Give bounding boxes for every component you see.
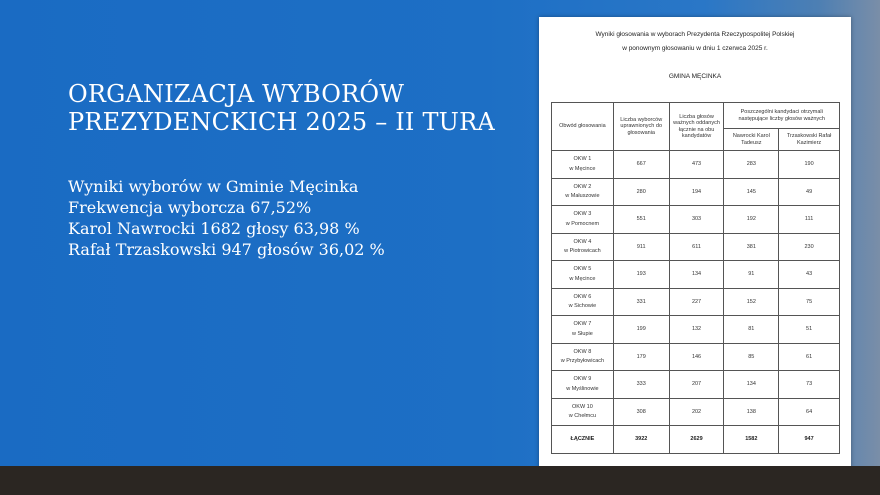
table-row: [552, 316, 840, 344]
row-nawrocki: 145: [724, 178, 779, 206]
results-table: [551, 102, 840, 454]
row-valid: 132: [669, 316, 724, 344]
summary-line-nawrocki: Karol Nawrocki 1682 głosy 63,98 %: [68, 219, 360, 238]
table-row: [552, 178, 840, 206]
results-summary: [68, 176, 488, 260]
bottom-bar: [0, 466, 880, 495]
row-trzaskowski: 51: [779, 316, 840, 344]
row-district: [552, 261, 614, 289]
total-label: ŁĄCZNIE: [552, 426, 614, 454]
header-valid-votes: Liczba głosów ważnych oddanych łącznie na obu kandydatów: [669, 103, 724, 151]
row-district: [552, 151, 614, 179]
row-valid: 473: [669, 151, 724, 179]
table-total-row: [552, 426, 840, 454]
row-eligible: 179: [613, 343, 669, 371]
summary-line-trzaskowski: Rafał Trzaskowski 947 głosów 36,02 %: [68, 240, 385, 259]
row-district: [552, 316, 614, 344]
summary-line-turnout: Frekwencja wyborcza 67,52%: [68, 198, 312, 217]
row-eligible: 308: [613, 398, 669, 426]
table-row: [552, 261, 840, 289]
table-row: [552, 233, 840, 261]
row-eligible: 331: [613, 288, 669, 316]
row-eligible: 333: [613, 371, 669, 399]
row-trzaskowski: 230: [779, 233, 840, 261]
header-candidate-trzaskowski: Trzaskowski Rafał Kazimierz: [779, 129, 840, 151]
document-heading-line-1: Wyniki głosowania w wyborach Prezydenta Rzeczypospolitej Polskiej: [595, 31, 795, 38]
table-row: [552, 343, 840, 371]
row-trzaskowski: 190: [779, 151, 840, 179]
header-candidate-nawrocki: Nawrocki Karol Tadeusz: [724, 129, 779, 151]
results-document: [539, 17, 851, 477]
row-district: [552, 233, 614, 261]
row-okw: OKW 9: [573, 376, 592, 383]
row-valid: 134: [669, 261, 724, 289]
row-nawrocki: 283: [724, 151, 779, 179]
row-okw: OKW 10: [572, 403, 593, 410]
row-eligible: 280: [613, 178, 669, 206]
document-gmina-label: GMINA MĘCINKA: [668, 73, 722, 80]
row-valid: 207: [669, 371, 724, 399]
row-nawrocki: 81: [724, 316, 779, 344]
row-okw: OKW 6: [573, 293, 592, 300]
row-nawrocki: 85: [724, 343, 779, 371]
row-trzaskowski: 75: [779, 288, 840, 316]
row-okw: OKW 7: [573, 321, 592, 328]
header-candidates-group: Poszczególni kandydaci otrzymali następujące liczby głosów ważnych: [724, 103, 840, 129]
row-place: w Słupie: [572, 330, 593, 337]
total-nawrocki: 1582: [724, 426, 779, 454]
total-valid: 2629: [669, 426, 724, 454]
row-place: w Przybyłowicach: [560, 358, 605, 365]
summary-line-gmina: Wyniki wyborów w Gminie Męcinka: [68, 177, 359, 196]
row-trzaskowski: 111: [779, 206, 840, 234]
row-eligible: 667: [613, 151, 669, 179]
row-district: [552, 206, 614, 234]
table-row: [552, 371, 840, 399]
row-district: [552, 398, 614, 426]
table-row: [552, 288, 840, 316]
row-eligible: 193: [613, 261, 669, 289]
row-trzaskowski: 49: [779, 178, 840, 206]
table-row: [552, 398, 840, 426]
row-okw: OKW 1: [573, 156, 592, 163]
row-okw: OKW 8: [573, 348, 592, 355]
row-valid: 202: [669, 398, 724, 426]
row-okw: OKW 4: [573, 238, 592, 245]
row-district: [552, 288, 614, 316]
row-place: w Męcince: [569, 275, 596, 282]
slide-title-line-2: PREZYDENCKICH 2025 – II TURA: [68, 108, 495, 136]
row-place: w Sichowie: [568, 303, 597, 310]
row-place: w Pomocnem: [565, 220, 600, 227]
row-nawrocki: 138: [724, 398, 779, 426]
table-header-row: [552, 103, 840, 129]
row-valid: 303: [669, 206, 724, 234]
slide-title: [68, 80, 538, 136]
row-eligible: 199: [613, 316, 669, 344]
row-nawrocki: 152: [724, 288, 779, 316]
row-eligible: 551: [613, 206, 669, 234]
total-eligible: 3922: [613, 426, 669, 454]
row-valid: 611: [669, 233, 724, 261]
row-district: [552, 343, 614, 371]
row-valid: 194: [669, 178, 724, 206]
row-okw: OKW 5: [573, 266, 592, 273]
row-trzaskowski: 43: [779, 261, 840, 289]
total-trzaskowski: 947: [779, 426, 840, 454]
row-okw: OKW 2: [573, 183, 592, 190]
row-eligible: 911: [613, 233, 669, 261]
document-heading-line-2: w ponownym głosowaniu w dniu 1 czerwca 2025 r.: [622, 45, 768, 52]
slide-title-line-1: ORGANIZACJA WYBORÓW: [68, 80, 405, 108]
table-body: [552, 151, 840, 426]
header-district: Obwód głosowania: [552, 103, 614, 151]
row-place: w Męcince: [569, 165, 596, 172]
row-place: w Małuszowie: [565, 193, 600, 200]
row-place: w Piotrowicach: [564, 248, 601, 255]
row-nawrocki: 134: [724, 371, 779, 399]
row-trzaskowski: 64: [779, 398, 840, 426]
row-okw: OKW 3: [573, 211, 592, 218]
header-eligible: Liczba wyborców uprawnionych do głosowania: [613, 103, 669, 151]
row-district: [552, 371, 614, 399]
row-nawrocki: 381: [724, 233, 779, 261]
row-valid: 227: [669, 288, 724, 316]
row-district: [552, 178, 614, 206]
row-place: w Chełmcu: [568, 413, 596, 420]
table-row: [552, 206, 840, 234]
row-trzaskowski: 73: [779, 371, 840, 399]
table-row: [552, 151, 840, 179]
row-place: w Myślinowie: [566, 385, 599, 392]
row-trzaskowski: 61: [779, 343, 840, 371]
row-valid: 146: [669, 343, 724, 371]
row-nawrocki: 192: [724, 206, 779, 234]
row-nawrocki: 91: [724, 261, 779, 289]
